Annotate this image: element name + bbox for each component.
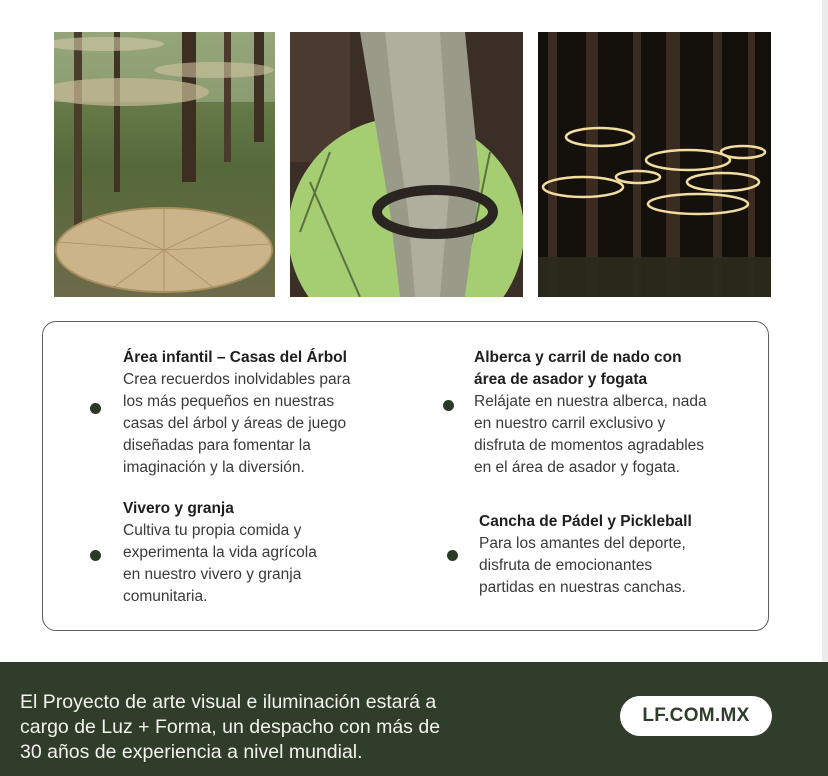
page-edge-shadow [822,0,828,662]
feature-line: comunitaria. [123,588,208,605]
footer-line: cargo de Luz + Forma, un despacho con más de [20,716,441,738]
footer-line: 30 años de experiencia a nivel mundial. [20,741,363,763]
forest-light-rings-photo [538,32,771,297]
feature-nursery-farm [123,498,317,608]
amenities-card [42,321,769,631]
feature-line: partidas en nuestras canchas. [479,579,686,596]
feature-line: en el área de asador y fogata. [474,459,680,476]
feature-line: en nuestro vivero y granja [123,566,302,583]
feature-line: Para los amantes del deporte, [479,535,686,552]
website-link-button[interactable]: LF.COM.MX [620,696,772,736]
feature-title: área de asador y fogata [474,371,648,388]
feature-line: Relájate en nuestra alberca, nada [474,393,707,410]
feature-line: en nuestro carril exclusivo y [474,415,666,432]
feature-title: Alberca y carril de nado con [474,349,682,366]
feature-title: Cancha de Pádel y Pickleball [479,513,692,530]
feature-line: imaginación y la diversión. [123,459,305,476]
footer-line: El Proyecto de arte visual e iluminación estará a [20,691,437,713]
bullet-icon [443,400,454,411]
feature-treehouses [123,347,350,479]
feature-padel-pickleball [479,511,692,599]
feature-line: disfruta de emocionantes [479,557,653,574]
feature-line: casas del árbol y áreas de juego [123,415,347,432]
feature-line: los más pequeños en nuestras [123,393,335,410]
feature-title: Vivero y granja [123,500,234,517]
feature-pool [474,347,707,479]
tree-trunk-mirror-photo [290,32,523,297]
feature-line: experimenta la vida agrícola [123,544,317,561]
feature-line: disfruta de momentos agradables [474,437,705,454]
forest-woven-installation-photo [54,32,275,297]
bullet-icon [447,550,458,561]
feature-line: Crea recuerdos inolvidables para [123,371,351,388]
bullet-icon [90,550,101,561]
feature-title: Área infantil – Casas del Árbol [123,349,347,366]
footer-text [20,690,510,765]
feature-line: diseñadas para fomentar la [123,437,311,454]
feature-line: Cultiva tu propia comida y [123,522,302,539]
footer-band [0,662,828,776]
bullet-icon [90,403,101,414]
